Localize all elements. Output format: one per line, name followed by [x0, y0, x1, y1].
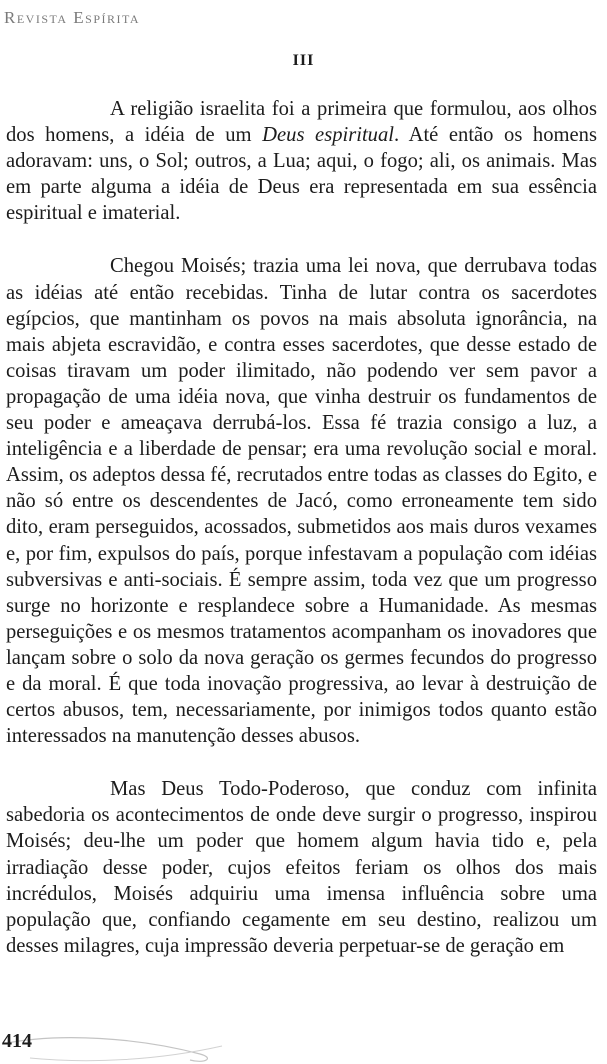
running-title: Revista Espírita — [4, 8, 141, 27]
paragraph-1-text-after: . Até então os homens adoravam: uns, o Sol; outros, a Lua; aqui, o fogo; ali, os animais. Mas em parte alguma a idéia de Deus era representada em sua essência espiritual e imaterial. — [6, 124, 597, 225]
paragraph-3: Mas Deus Todo-Poderoso, que conduz com infinita sabedoria os acontecimentos de onde deve surgir o progresso, inspirou Moisés; deu-lhe um poder que homem algum havia tido e, pela irradiação desse poder, cujos efeitos feriam os olhos dos mais incrédulos, Moisés adquiriu uma imensa influência sobre uma população que, confiando cegamente em seu destino, realizou um desses milagres, cuja impressão deveria perpetuar-se de geração em — [6, 778, 597, 957]
paragraph-1-text-before: A religião israelita foi a primeira que formulou, aos olhos dos homens, a idéia de um — [6, 98, 597, 147]
paragraph-2: Chegou Moisés; trazia uma lei nova, que derrubava todas as idéias até então recebidas. Tinha de lutar contra os sacerdotes egípcios, que mantinham os povos na mais absoluta ignorância, na mais abjeta escravidão, e contra esses sacerdotes, que desse estado de coisas tiravam um poder ilimitado, não podendo ver sem pavor a propagação de uma idéia nova, que vinha destruir os fundamentos de seu poder e ameaçava derrubá-los. Essa fé trazia consigo a luz, a inteligência e a liberdade de pensar; era uma revolução social e moral. Assim, os adeptos dessa fé, recrutados entre todas as classes do Egito, e não só entre os descendentes de Jacó, como erroneamente tem sido dito, eram perseguidos, acossados, submetidos aos mais duros vexames e, por fim, expulsos do país, porque infestavam a população com idéias subversivas e anti-sociais. É sempre assim, toda vez que um progresso surge no horizonte e resplandece sobre a Humanidade. As mesmas perseguições e os mesmos tratamentos acompanham os inovadores que lançam sobre o solo da nova geração os germes fecundos do progresso e da moral. É que toda inovação progressiva, ao levar à destruição de certos abusos, tem, necessariamente, por inimigos todos quanto estão interessados na manutenção desses abusos. — [6, 255, 597, 748]
page-ornament-icon — [0, 1024, 230, 1064]
article-body — [6, 96, 597, 959]
paragraph-1-emphasis: Deus espiritual — [262, 124, 394, 147]
page-number: 414 — [2, 1030, 32, 1052]
section-number: III — [292, 52, 315, 69]
paragraph-1 — [6, 96, 597, 226]
